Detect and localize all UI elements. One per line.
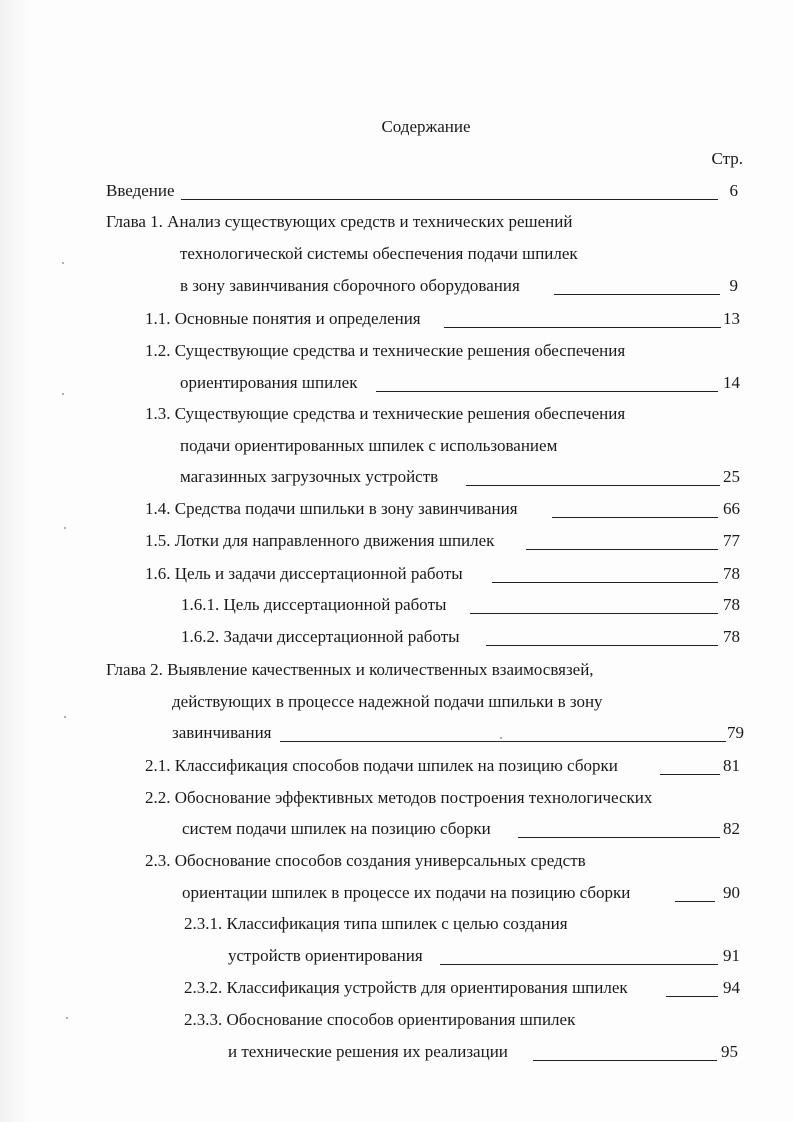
toc-entry-text: 2.2. Обоснование эффективных методов построения технологических (145, 788, 653, 807)
toc-entry-text: систем подачи шпилек на позицию сборки (182, 819, 491, 838)
toc-entry-text: завинчивания (172, 723, 272, 742)
toc-page-number: 78 (723, 564, 740, 583)
toc-entry-text: 1.3. Существующие средства и технические решения обеспечения (145, 404, 626, 423)
toc-leader (280, 741, 726, 742)
toc-entry-text: устройств ориентирования (228, 946, 423, 965)
toc-page-number: 6 (729, 181, 738, 200)
toc-entry-text: 1.1. Основные понятия и определения (145, 309, 421, 328)
page-title: Содержание (381, 117, 471, 136)
toc-leader (526, 549, 718, 550)
toc-leader (666, 996, 718, 997)
toc-page-number: 9 (729, 276, 738, 295)
toc-entry-text: 2.1. Классификация способов подачи шпилек на позицию сборки (145, 756, 618, 775)
toc-page-number: 95 (721, 1042, 738, 1061)
toc-entry-text: технологической системы обеспечения подачи шпилек (180, 244, 578, 263)
toc-page-number: 78 (723, 627, 740, 646)
scan-speck (500, 737, 502, 739)
scan-speck (66, 1017, 68, 1019)
toc-entry-text: ориентирования шпилек (180, 373, 358, 392)
toc-leader (181, 199, 718, 200)
toc-page-number: 25 (723, 467, 740, 486)
toc-page-number: 14 (723, 373, 740, 392)
toc-page-number: 13 (723, 309, 740, 328)
toc-entry-text: 2.3. Обоснование способов создания универсальных средств (145, 851, 586, 870)
toc-leader (440, 964, 718, 965)
toc-leader (376, 391, 718, 392)
toc-entry-text: действующих в процессе надежной подачи шпильки в зону (172, 692, 603, 711)
toc-leader (533, 1060, 717, 1061)
toc-leader (444, 327, 721, 328)
toc-leader (470, 613, 718, 614)
toc-entry-text: 2.3.1. Классификация типа шпилек с целью создания (184, 914, 568, 933)
toc-page-number: 78 (723, 595, 740, 614)
toc-leader (675, 901, 715, 902)
toc-entry-text: Глава 1. Анализ существующих средств и технических решений (106, 212, 573, 231)
toc-leader (518, 837, 720, 838)
toc-entry-text: 1.6.1. Цель диссертационной работы (181, 595, 447, 614)
toc-leader (486, 645, 718, 646)
toc-entry-text: и технические решения их реализации (228, 1042, 508, 1061)
toc-entry-text: ориентации шпилек в процессе их подачи на позицию сборки (182, 883, 631, 902)
toc-entry-text: магазинных загрузочных устройств (180, 467, 439, 486)
page-column-header: Стр. (711, 149, 743, 168)
toc-page-number: 94 (723, 978, 740, 997)
toc-leader (660, 774, 720, 775)
toc-entry-text: 1.2. Существующие средства и технические решения обеспечения (145, 341, 626, 360)
toc-leader (554, 294, 720, 295)
toc-page-number: 66 (723, 499, 740, 518)
scan-speck (62, 393, 64, 395)
toc-page-number: 77 (723, 531, 740, 550)
toc-page-number: 90 (723, 883, 740, 902)
toc-entry-text: 1.4. Средства подачи шпильки в зону завинчивания (145, 499, 518, 518)
toc-page-number: 79 (727, 723, 744, 742)
toc-page-number: 82 (723, 819, 740, 838)
scan-speck (64, 716, 66, 718)
toc-entry-text: в зону завинчивания сборочного оборудования (180, 276, 520, 295)
toc-entry-text: подачи ориентированных шпилек с использованием (180, 436, 558, 455)
toc-leader (466, 485, 720, 486)
toc-page-number: 91 (723, 946, 740, 965)
toc-entry-text: 2.3.2. Классификация устройств для ориентирования шпилек (184, 978, 628, 997)
toc-entry-text: 1.6.2. Задачи диссертационной работы (181, 627, 460, 646)
toc-leader (492, 582, 718, 583)
toc-entry-text: 1.5. Лотки для направленного движения шпилек (145, 531, 495, 550)
toc-entry-text: Введение (106, 181, 175, 200)
toc-entry-text: Глава 2. Выявление качественных и количественных взаимосвязей, (106, 660, 594, 679)
scan-speck (62, 262, 64, 264)
toc-leader (552, 517, 718, 518)
toc-entry-text: 2.3.3. Обоснование способов ориентирования шпилек (184, 1010, 576, 1029)
toc-entry-text: 1.6. Цель и задачи диссертационной работы (145, 564, 463, 583)
toc-page-number: 81 (723, 756, 740, 775)
scan-shadow (0, 0, 30, 1122)
scan-speck (64, 527, 66, 529)
